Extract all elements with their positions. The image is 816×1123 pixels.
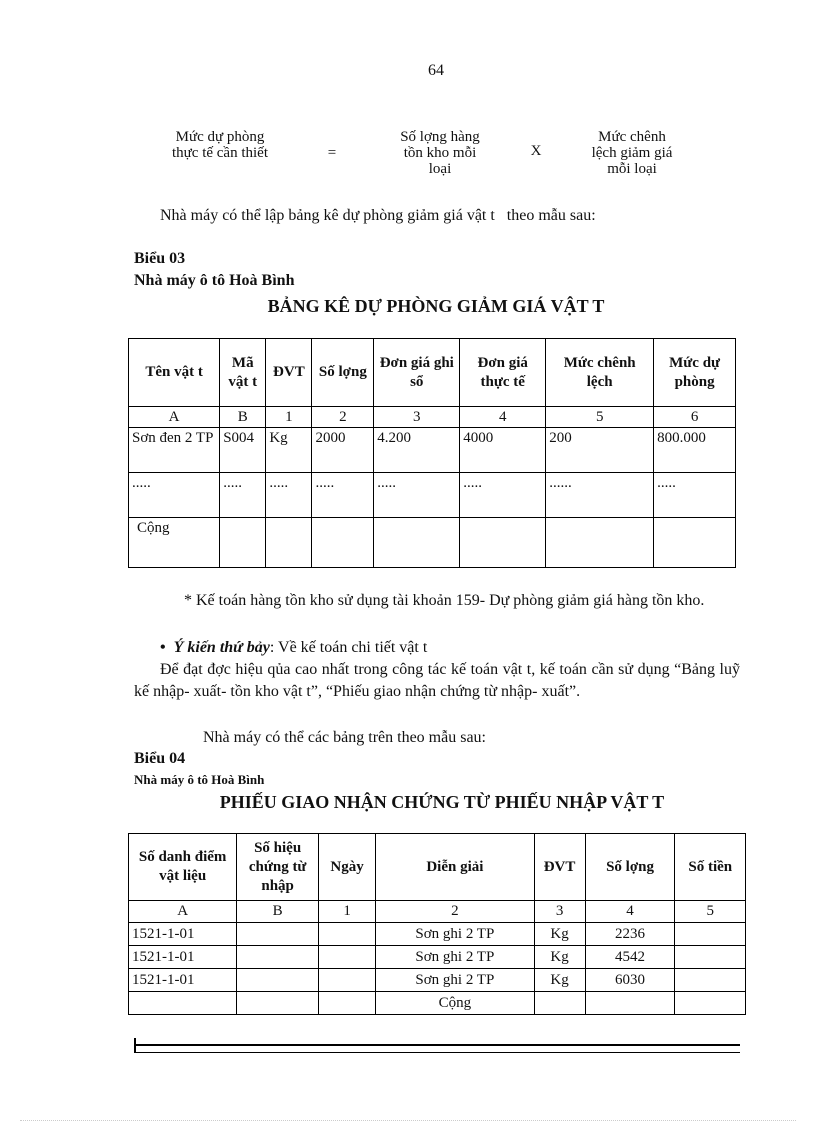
table-row (129, 923, 746, 946)
paragraph-3: Nhà máy có thể các bảng trên theo mẫu sau: (203, 729, 486, 746)
form1-total-row (129, 518, 736, 568)
table-cell: Kg (534, 969, 585, 992)
table-cell (374, 518, 460, 568)
form1-header-provision: Mức dự phòng (654, 339, 736, 407)
form1-code-cell: 5 (546, 407, 654, 428)
formula-left (150, 129, 290, 161)
formula-right-line2: lệch giảm giá (591, 145, 673, 161)
table-cell: Sơn ghi 2 TP (376, 969, 534, 992)
form1-table (128, 338, 736, 568)
form1-code-cell: 1 (266, 407, 312, 428)
bullet-icon: • (160, 639, 166, 656)
page-bottom-border (20, 1120, 796, 1121)
table-cell: 200 (546, 428, 654, 473)
table-cell: ..... (654, 473, 736, 518)
table-cell: Kg (534, 946, 585, 969)
form1-code-cell: 4 (460, 407, 546, 428)
table-cell (675, 946, 746, 969)
form1-header-unit: ĐVT (266, 339, 312, 407)
form1-title: BẢNG KÊ DỰ PHÒNG GIẢM GIÁ VẬT T (267, 296, 605, 316)
table-cell: ..... (220, 473, 266, 518)
table-cell: ..... (129, 473, 220, 518)
form1-header-difference: Mức chênh lệch (546, 339, 654, 407)
table-cell: Sơn đen 2 TP (129, 428, 220, 473)
table-row (129, 428, 736, 473)
form1-header-qty: Số lợng (312, 339, 374, 407)
form2-code-cell: B (237, 901, 319, 923)
table-cell: 1521-1-01 (129, 946, 237, 969)
form2-title: PHIẾU GIAO NHẬN CHỨNG TỪ PHIẾU NHẬP VẬT T (219, 792, 665, 812)
table-row (129, 473, 736, 518)
form2-code-cell: 2 (376, 901, 534, 923)
form1-header-name: Tên vật t (129, 339, 220, 407)
form1-code-cell: 6 (654, 407, 736, 428)
form2-company: Nhà máy ô tô Hoà Bình (134, 772, 265, 787)
form2-total-label: Cộng (376, 992, 534, 1015)
form1-label: Biểu 03 (134, 250, 186, 267)
form2-header-qty: Số lợng (585, 834, 675, 901)
table-cell (654, 518, 736, 568)
table-cell: ...... (546, 473, 654, 518)
table-cell: 4542 (585, 946, 675, 969)
form2-header-date: Ngày (319, 834, 376, 901)
table-cell (237, 969, 319, 992)
note-text: * Kế toán hàng tồn kho sử dụng tài khoản 159- Dự phòng giảm giá hàng tồn kho. (184, 592, 705, 609)
formula-equals: = (327, 145, 337, 161)
table-cell (237, 946, 319, 969)
table-cell (675, 923, 746, 946)
table-cell: Sơn ghi 2 TP (376, 946, 534, 969)
form2-header-description: Diễn giải (376, 834, 534, 901)
table-cell: 4000 (460, 428, 546, 473)
bullet-title: Ý kiến thứ bảy (173, 639, 270, 656)
formula-middle-line3: loại (428, 161, 452, 177)
table-cell (675, 969, 746, 992)
table-cell (675, 992, 746, 1015)
table-cell (319, 992, 376, 1015)
table-cell (460, 518, 546, 568)
table-cell: S004 (220, 428, 266, 473)
table-cell: Kg (534, 923, 585, 946)
form1-header-code: Mã vật t (220, 339, 266, 407)
form1-header-actual-price: Đơn giá thực tế (460, 339, 546, 407)
table-cell (312, 518, 374, 568)
table-cell (534, 992, 585, 1015)
table-cell (220, 518, 266, 568)
footer-rule (134, 1044, 740, 1053)
form2-code-cell: 1 (319, 901, 376, 923)
table-cell (585, 992, 675, 1015)
form2-code-cell: 5 (675, 901, 746, 923)
table-cell (129, 992, 237, 1015)
bullet-text: : Về kế toán chi tiết vật t (269, 639, 428, 656)
form2-code-cell: 3 (534, 901, 585, 923)
table-cell (237, 992, 319, 1015)
form2-code-cell: 4 (585, 901, 675, 923)
table-cell (319, 923, 376, 946)
formula-right (562, 129, 702, 177)
table-cell: ..... (266, 473, 312, 518)
formula-times: X (530, 143, 542, 159)
paragraph-2: Để đạt đợc hiệu qủa cao nhất trong công tác kế toán vật t, kế toán cần sử dụng “Bảng luỹ kế nhập- xuất- tồn kho vật t”, “Phiếu giao nhận chứng từ nhập- xuất”. (134, 661, 740, 700)
form1-code-cell: B (220, 407, 266, 428)
table-cell (319, 969, 376, 992)
table-row (129, 946, 746, 969)
formula-middle-line1: Số lợng hàng (400, 129, 480, 145)
table-cell (319, 946, 376, 969)
form1-total-label: Cộng (129, 518, 220, 568)
table-cell (546, 518, 654, 568)
table-cell: ..... (312, 473, 374, 518)
form2-label: Biểu 04 (134, 750, 186, 767)
table-cell: 6030 (585, 969, 675, 992)
formula-right-line1: Mức chênh (598, 129, 666, 145)
form2-header-amount: Số tiền (675, 834, 746, 901)
table-cell: 2236 (585, 923, 675, 946)
formula-middle-line2: tồn kho mỗi (403, 145, 477, 161)
table-cell: ..... (460, 473, 546, 518)
formula-right-line3: mỗi loại (607, 161, 657, 177)
form2-header-unit: ĐVT (534, 834, 585, 901)
form1-header-row (129, 339, 736, 407)
form2-code-cell: A (129, 901, 237, 923)
table-cell: 1521-1-01 (129, 969, 237, 992)
formula-left-line1: Mức dự phòng (175, 129, 265, 145)
bullet-item (160, 637, 427, 659)
table-cell (266, 518, 312, 568)
form2-header-doc-number: Số hiệu chứng từ nhập (237, 834, 319, 901)
table-cell: Kg (266, 428, 312, 473)
page-number: 64 (428, 62, 444, 79)
form1-code-cell: A (129, 407, 220, 428)
form2-total-row (129, 992, 746, 1015)
table-cell: Sơn ghi 2 TP (376, 923, 534, 946)
table-cell: 4.200 (374, 428, 460, 473)
table-cell: 800.000 (654, 428, 736, 473)
form1-code-cell: 2 (312, 407, 374, 428)
form1-company: Nhà máy ô tô Hoà Bình (134, 272, 295, 289)
table-cell: 2000 (312, 428, 374, 473)
table-row (129, 969, 746, 992)
intro-text: Nhà máy có thể lập bảng kê dự phòng giảm giá vật t theo mẫu sau: (160, 207, 596, 224)
form2-header-item-code: Số danh điểm vật liệu (129, 834, 237, 901)
form2-code-row (129, 901, 746, 923)
formula-left-line2: thực tế cần thiết (171, 145, 268, 161)
form2-header-row (129, 834, 746, 901)
form2-table (128, 833, 746, 1015)
table-cell: 1521-1-01 (129, 923, 237, 946)
form1-code-row (129, 407, 736, 428)
formula-middle (370, 129, 510, 177)
form1-header-book-price: Đơn giá ghi sổ (374, 339, 460, 407)
table-cell (237, 923, 319, 946)
form1-code-cell: 3 (374, 407, 460, 428)
table-cell: ..... (374, 473, 460, 518)
